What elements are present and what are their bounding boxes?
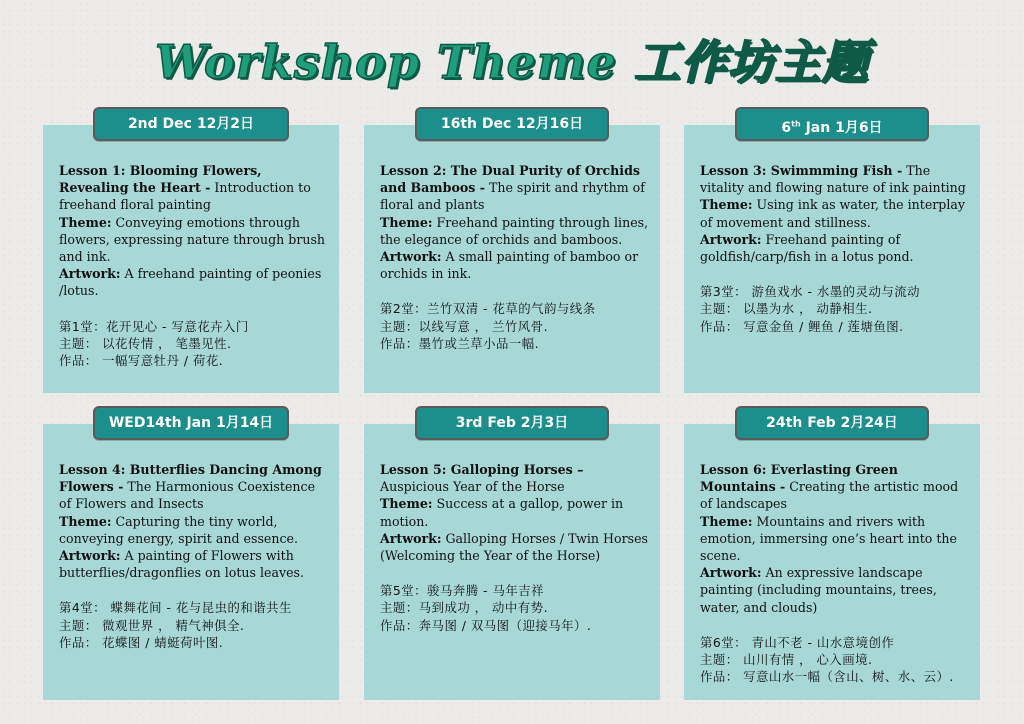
chinese-theme: 主题：马到成功 ， 动中有势. [380, 600, 549, 616]
chinese-artwork: 作品：墨竹或兰草小品一幅. [380, 335, 540, 351]
theme-text: Using ink as water, the interplay of movement and stillness. [700, 197, 966, 230]
lesson-description: The Harmonious Coexistence of Flowers and Insects [59, 479, 316, 512]
lesson-card-6 [684, 415, 980, 700]
chinese-artwork: 作品： 写意金鱼 / 鲤鱼 / 莲塘鱼图. [700, 318, 904, 334]
lesson-title: Lesson 2: The Dual Purity of Orchids and Bamboos - [380, 163, 640, 196]
chinese-artwork: 作品： 一幅写意牡丹 / 荷花. [59, 353, 224, 369]
theme-label: Theme: [59, 513, 112, 529]
date-label: 3rd Feb 2月3日 [455, 415, 569, 431]
date-tab [415, 406, 609, 440]
theme-label: Theme: [380, 496, 433, 512]
lesson-description: The spirit and rhythm of floral and plants [380, 180, 645, 213]
date-tab [415, 107, 609, 141]
date-label: 16th Dec 12月16日 [440, 116, 584, 132]
date-tab [93, 107, 289, 141]
date-tab [735, 107, 929, 141]
theme-text: Conveying emotions through flowers, expressing nature through brush and ink. [59, 214, 326, 265]
chinese-artwork: 作品： 花蝶图 / 蜻蜓荷叶图. [59, 634, 224, 650]
artwork-label: Artwork: [700, 231, 762, 247]
chinese-lesson: 第1堂：花开见心 - 写意花卉入门 [59, 318, 249, 334]
theme-label: Theme: [59, 214, 112, 230]
artwork-text: An expressive landscape painting (including mountains, trees, water, and clouds) [700, 565, 937, 615]
date-label: WED14th Jan 1月14日 [108, 415, 274, 431]
date-label: 2nd Dec 12月2日 [127, 116, 255, 132]
chinese-lesson: 第4堂： 蝶舞花间 - 花与昆虫的和谐共生 [59, 600, 292, 616]
artwork-text: Freehand painting of goldfish/carp/fish in a lotus pond. [700, 231, 914, 265]
date-tab [93, 406, 289, 440]
theme-text: Success at a gallop, power in motion. [380, 496, 624, 529]
lesson-title: Lesson 3: Swimmming Fish - [700, 163, 903, 178]
date-tab [735, 406, 929, 440]
lesson-description: Creating the artistic mood of landscapes [700, 479, 959, 512]
artwork-label: Artwork: [59, 266, 121, 282]
chinese-lesson: 第5堂：骏马奔腾 - 马年吉祥 [380, 583, 545, 599]
lesson-description: Auspicious Year of the Horse [380, 479, 565, 495]
date-label: 24th Feb 2月24日 [766, 415, 898, 431]
theme-label: Theme: [700, 513, 753, 529]
theme-text: Mountains and rivers with emotion, immersing one’s heart into the scene. [700, 513, 957, 564]
chinese-theme: 主题： 山川有情 ， 心入画境. [700, 652, 873, 668]
lesson-card-2 [364, 116, 660, 393]
date-suffix: th [791, 119, 801, 128]
chinese-theme: 主题： 以墨为水 ， 动静相生. [700, 301, 873, 317]
artwork-text: A small painting of bamboo or orchids in ink. [380, 249, 639, 282]
lesson-title: Lesson 4: Butterflies Dancing Among Flowers - [59, 462, 322, 495]
chinese-theme: 主题：以线写意 ， 兰竹风骨. [380, 318, 549, 334]
artwork-text: Galloping Horses / Twin Horses (Welcoming the Year of the Horse) [380, 530, 649, 564]
artwork-label: Artwork: [59, 548, 121, 564]
chinese-theme: 主题： 微观世界 ， 精气神俱全. [59, 617, 245, 633]
date-rest: Jan 1月6日 [800, 119, 883, 136]
lesson-description: The vitality and flowing nature of ink painting [700, 163, 966, 196]
artwork-label: Artwork: [380, 530, 442, 546]
artwork-label: Artwork: [700, 565, 762, 581]
lesson-title: Lesson 6: Everlasting Green Mountains - [700, 462, 898, 495]
artwork-label: Artwork: [380, 249, 442, 265]
theme-text: Capturing the tiny world, conveying energy, spirit and essence. [59, 513, 298, 546]
chinese-lesson: 第3堂： 游鱼戏水 - 水墨的灵动与流动 [700, 284, 921, 300]
artwork-text: A freehand painting of peonies /lotus. [59, 266, 322, 299]
lesson-card-1 [43, 116, 339, 393]
chinese-artwork: 作品： 写意山水一幅（含山、树、水、云）. [700, 669, 954, 685]
page-title: Workshop Theme 工作坊主题 [155, 35, 869, 89]
lesson-card-3 [684, 119, 980, 393]
lesson-title: Lesson 5: Galloping Horses – [380, 462, 584, 477]
date-label [781, 120, 882, 136]
theme-text: Freehand painting through lines, the elegance of orchids and bamboos. [380, 214, 649, 247]
lesson-card-5 [364, 415, 660, 700]
chinese-theme: 主题： 以花传情 ， 笔墨见性. [59, 335, 232, 351]
chinese-lesson: 第6堂： 青山不老 - 山水意境创作 [700, 634, 895, 650]
lesson-description: Introduction to freehand floral painting [59, 180, 311, 213]
date-day: 6 [781, 119, 792, 136]
theme-label: Theme: [380, 214, 433, 230]
lesson-card-4 [43, 415, 339, 700]
chinese-artwork: 作品：奔马图 / 双马图（迎接马年）. [380, 617, 592, 633]
theme-label: Theme: [700, 197, 753, 213]
chinese-lesson: 第2堂：兰竹双清 - 花草的气韵与线条 [380, 301, 596, 317]
artwork-text: A painting of Flowers with butterflies/dragonflies on lotus leaves. [59, 548, 305, 581]
lesson-title: Lesson 1: Blooming Flowers, Revealing the Heart - [59, 163, 262, 196]
